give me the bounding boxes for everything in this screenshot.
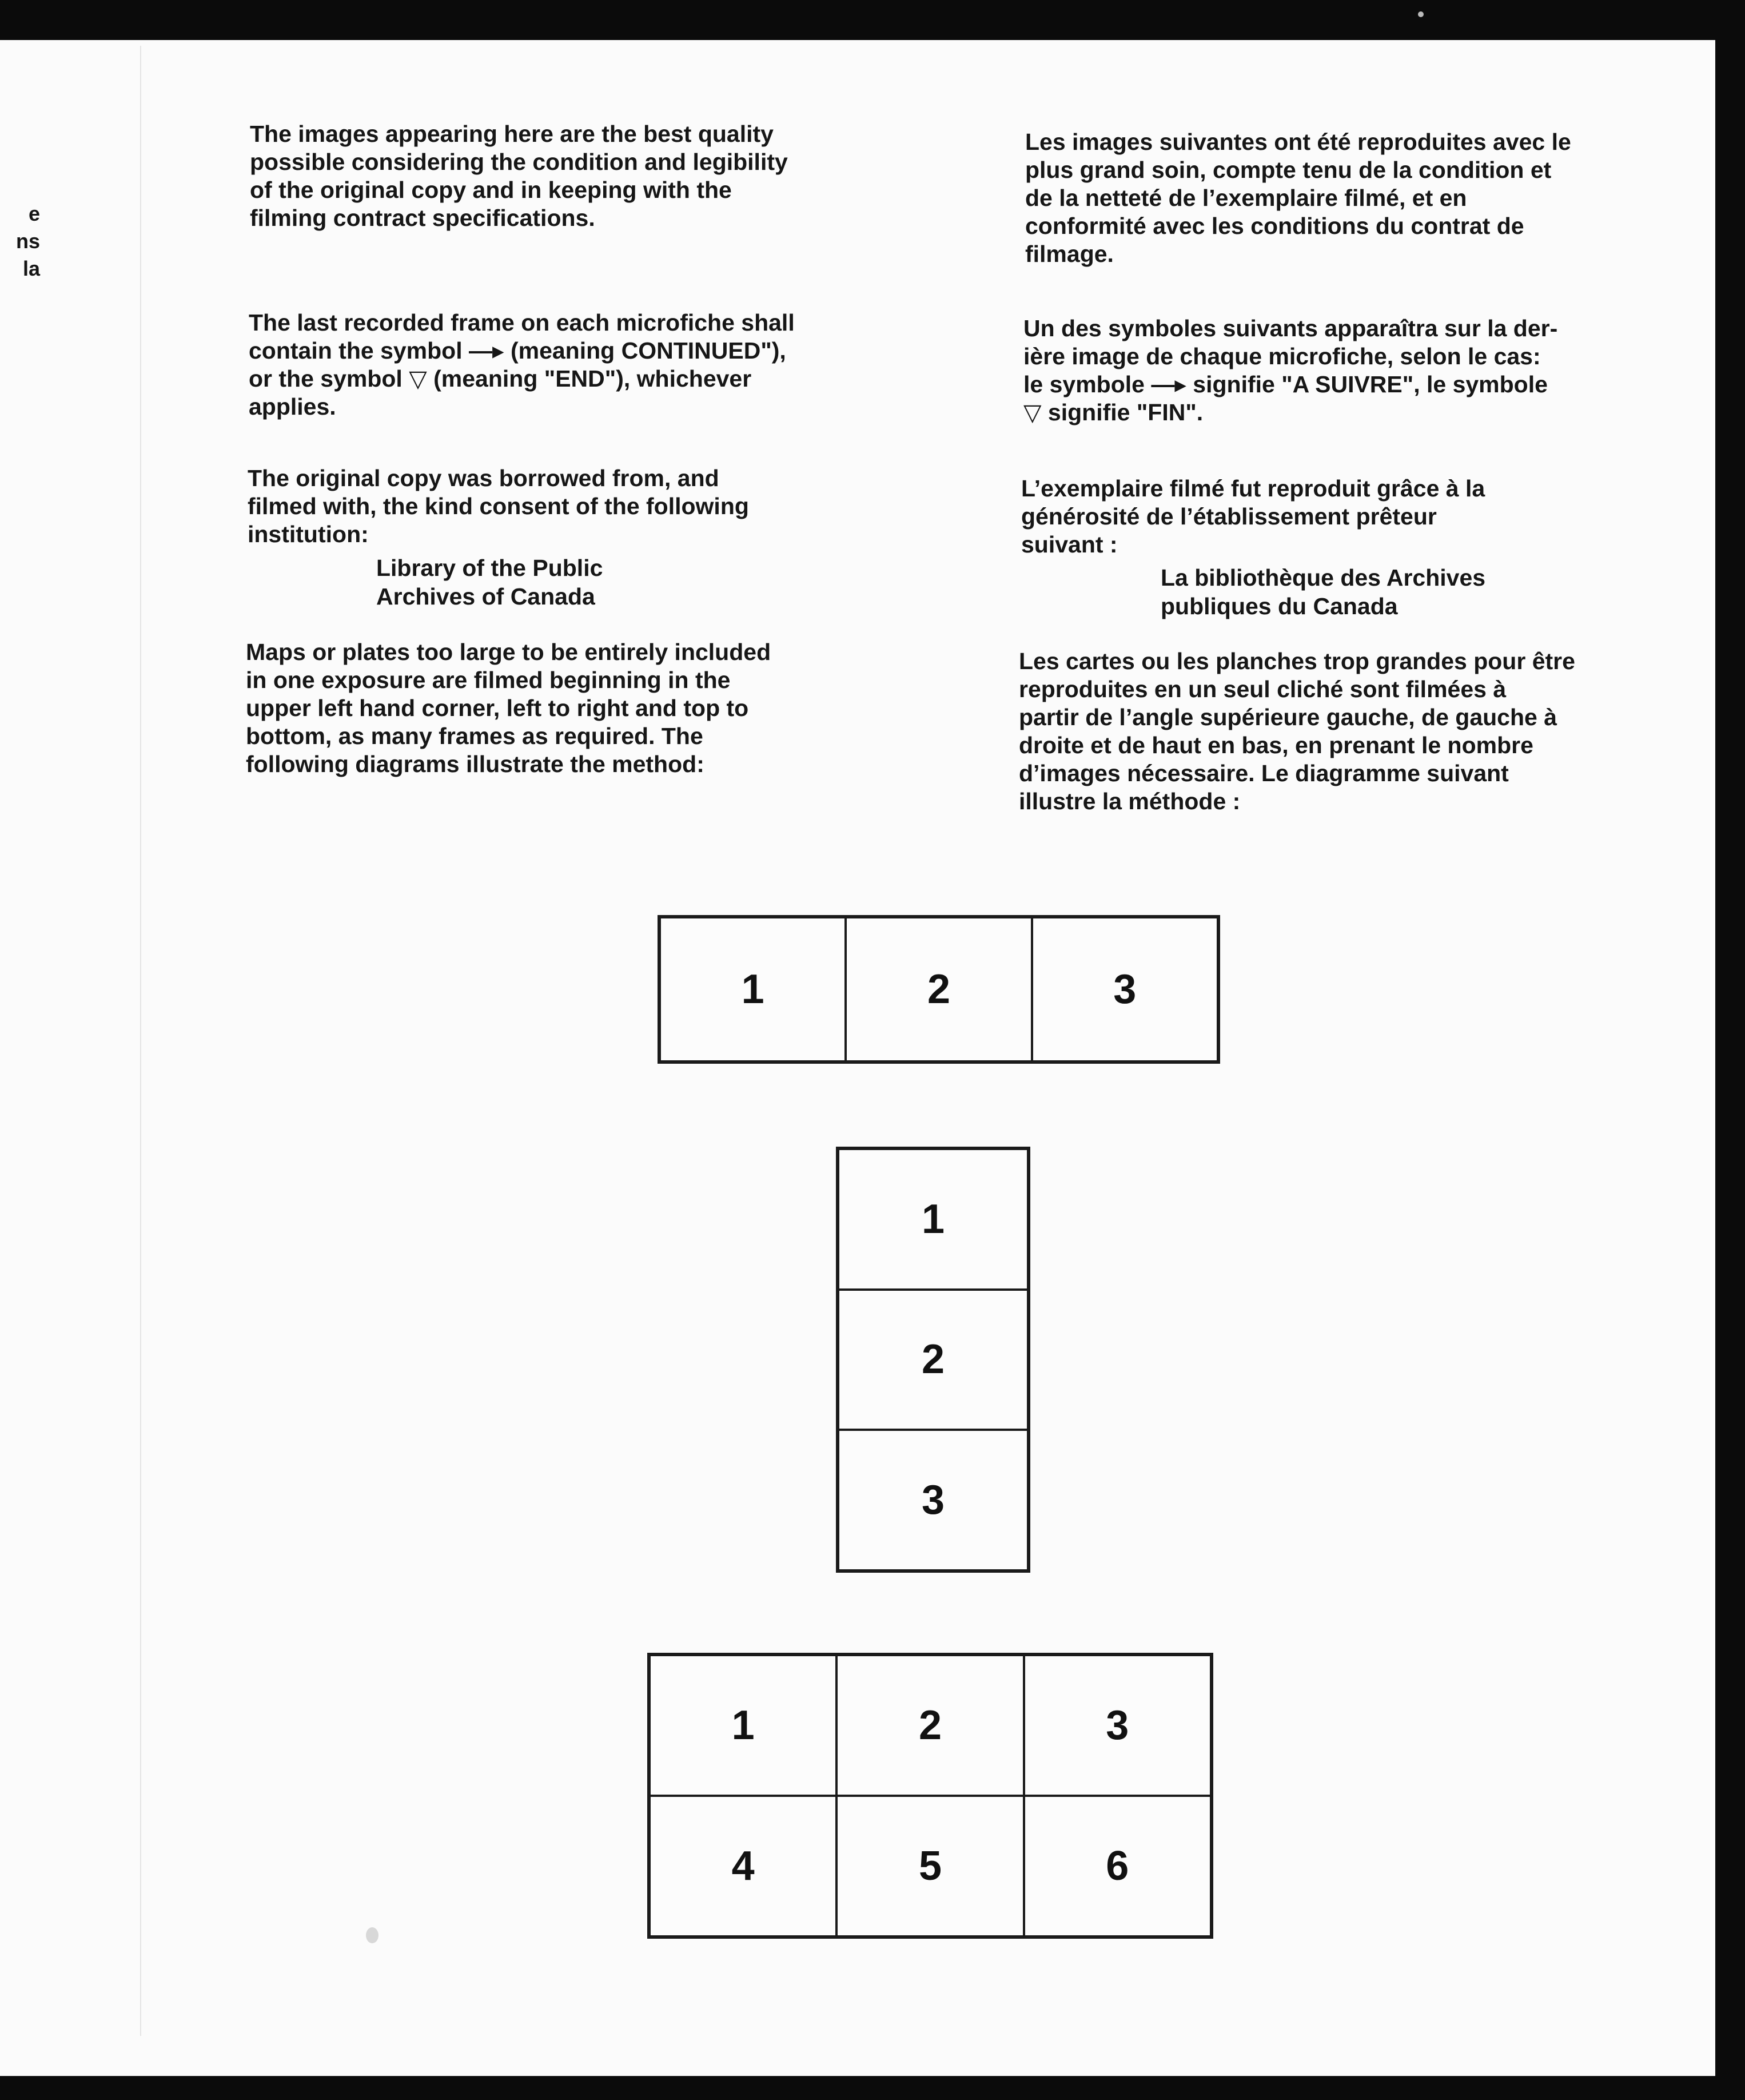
- french-symbol-paragraph: Un des symboles suivants apparaîtra sur la der- ière image de chaque microfiche, selon le cas: le symbole —▸ signifie "A SUIVRE", le symbole ▽ signifie "FIN".: [1023, 315, 1558, 425]
- english-quality-paragraph: The images appearing here are the best quality possible considering the condition and legibility of the original copy and in keeping with the filming contract specifications.: [250, 121, 788, 231]
- french-borrowed-paragraph: L’exemplaire filmé fut reproduit grâce à la générosité de l’établissement prêteur suivant :: [1021, 475, 1485, 558]
- french-quality-paragraph: Les images suivantes ont été reproduites avec le plus grand soin, compte tenu de la condition et de la netteté de l’exemplaire filmé, et en conformité avec les conditions du contrat de filmage.: [1025, 129, 1571, 267]
- french-institution-name: La bibliothèque des Archives publiques du Canada: [1161, 564, 1486, 619]
- frame-cell: 2: [846, 917, 1031, 1061]
- french-maps-paragraph: Les cartes ou les planches trop grandes pour être reproduites en un seul cliché sont filmées à partir de l’angle supérieure gauche, de gauche à droite et de haut en bas, en prenant le nombre d’images nécessaire. Le diagramme suivant illustre la méthode :: [1019, 648, 1575, 814]
- previous-page-fragment: e ns la: [15, 202, 40, 280]
- frame-cell: 3: [1024, 1655, 1211, 1796]
- frame-cell: 1: [650, 1655, 836, 1796]
- diagram-grid: [647, 1653, 1213, 1939]
- frame-cell: 1: [838, 1149, 1028, 1290]
- diagram-horizontal-row: [658, 915, 1220, 1064]
- frame-cell: 1: [660, 917, 846, 1061]
- english-symbol-paragraph: The last recorded frame on each microfiche shall contain the symbol —▸ (meaning CONTINUED"), or the symbol ▽ (meaning "END"), whichever applies.: [249, 309, 795, 420]
- page-fold-line: [140, 46, 141, 2036]
- english-maps-paragraph: Maps or plates too large to be entirely included in one exposure are filmed beginning in the upper left hand corner, left to right and top to bottom, as many frames as required. The following diagrams illustrate the method:: [246, 639, 771, 777]
- frame-cell: 3: [838, 1430, 1028, 1570]
- frame-cell: 2: [838, 1290, 1028, 1430]
- scan-speck: [1418, 11, 1424, 17]
- frame-cell: 3: [1032, 917, 1218, 1061]
- english-institution-name: Library of the Public Archives of Canada: [376, 555, 603, 610]
- frame-cell: 5: [836, 1796, 1023, 1936]
- frame-cell: 6: [1024, 1796, 1211, 1936]
- english-borrowed-paragraph: The original copy was borrowed from, and filmed with, the kind consent of the following institution:: [248, 465, 749, 547]
- scan-speck: [366, 1927, 379, 1943]
- frame-cell: 2: [836, 1655, 1023, 1796]
- diagram-vertical-column: [836, 1147, 1030, 1573]
- frame-cell: 4: [650, 1796, 836, 1936]
